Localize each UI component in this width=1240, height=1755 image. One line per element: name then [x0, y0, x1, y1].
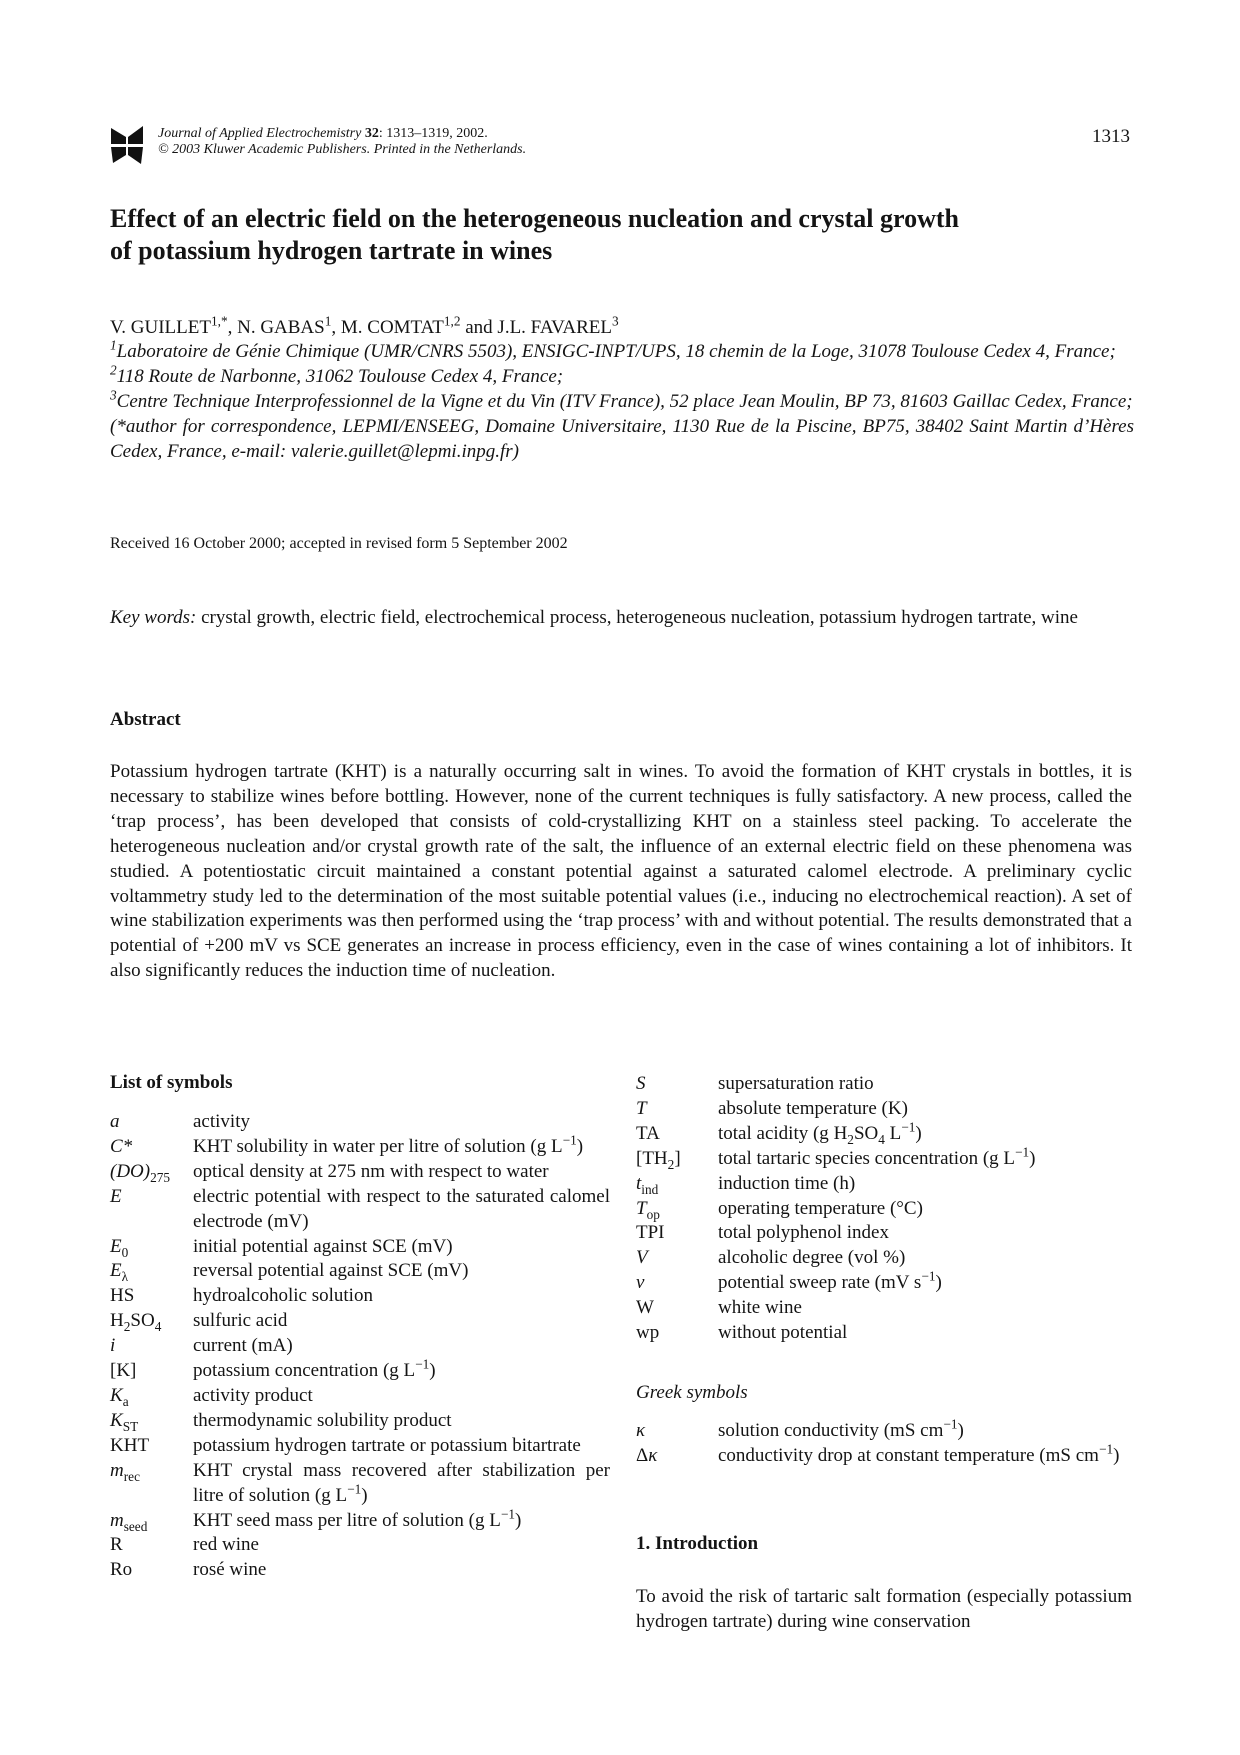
journal-citation	[158, 126, 488, 142]
symbol-row	[636, 1271, 1132, 1296]
symbol: $t_{ind}$	[636, 1172, 659, 1197]
symbol: $E_\lambda$	[110, 1260, 129, 1285]
symbol-definition: without potential	[718, 1322, 848, 1344]
affiliation-mark: 3	[110, 387, 117, 403]
symbol-row	[110, 1384, 610, 1409]
author-name: , N. GABAS	[227, 317, 325, 338]
symbol-row	[636, 1221, 1132, 1246]
symbol-definition: sulfuric acid	[193, 1310, 288, 1332]
copyright-line: © 2003 Kluwer Academic Publishers. Printed in the Netherlands.	[158, 142, 527, 157]
symbol: E	[110, 1185, 122, 1207]
affiliations	[110, 339, 1134, 464]
symbol: a	[110, 1111, 120, 1132]
symbol-definition: KHT crystal mass recovered after stabilization per litre of solution (g $L^{-1}$)	[193, 1459, 610, 1506]
symbol-row	[636, 1172, 1132, 1197]
greek-symbols-heading: Greek symbols	[636, 1382, 748, 1403]
affiliation-mark: 1	[110, 337, 117, 353]
author-name: , M. COMTAT	[331, 317, 444, 338]
keywords	[110, 605, 1132, 630]
greek-symbols-table	[636, 1416, 1132, 1469]
symbol-row	[636, 1097, 1132, 1122]
author-name: V. GUILLET	[110, 317, 211, 338]
author-affiliation-mark: 1,2	[443, 313, 461, 329]
symbol-row	[110, 1135, 610, 1160]
symbol-definition: white wine	[718, 1297, 802, 1319]
symbol-definition: KHT solubility in water per litre of solution (g $L^{-1}$)	[193, 1132, 584, 1157]
symbol-row	[110, 1434, 610, 1459]
symbol-definition: total tartaric species concentration (g $L^{-1}$)	[718, 1144, 1036, 1169]
symbol: $[TH_2]$	[636, 1147, 681, 1172]
affiliation-text: (*author for correspondence, LEPMI/ENSEEG, Domaine Universitaire, 1130 Rue de la Piscine, BP75, 38402 Saint Martin d’Hères Cedex, France, e-mail: valerie.guillet@lepmi.inpg.fr)	[110, 416, 1134, 462]
symbol-row	[636, 1444, 1132, 1469]
symbol: R	[110, 1534, 123, 1556]
symbol: $T_{op}$	[636, 1197, 660, 1222]
symbol-row	[110, 1284, 610, 1309]
symbol: wp	[636, 1322, 660, 1344]
title-line-1: Effect of an electric field on the heterogeneous nucleation and crystal growth	[110, 204, 959, 233]
symbol-row	[110, 1459, 610, 1509]
symbol: $H_2SO_4$	[110, 1310, 162, 1335]
symbol-row	[636, 1419, 1132, 1444]
journal-volume: 32	[364, 126, 379, 141]
introduction-text: To avoid the risk of tartaric salt formation (especially potassium hydrogen tartrate) during wine conservation	[636, 1586, 1132, 1632]
symbol-definition: potential sweep rate (mV $s^{-1}$)	[718, 1268, 942, 1294]
symbol-row	[110, 1509, 610, 1534]
symbol: $E_0$	[110, 1235, 129, 1260]
symbol-definition: total acidity (g $H_2SO_4$ $L^{-1}$)	[718, 1119, 922, 1147]
page-number: 1313	[1092, 126, 1130, 147]
symbol-definition: hydroalcoholic solution	[193, 1285, 373, 1307]
affiliation-text: Laboratoire de Génie Chimique (UMR/CNRS 5503), ENSIGC-INPT/UPS, 18 chemin de la Loge, 31078 Toulouse Cedex 4, France;	[116, 341, 1116, 362]
symbol: v	[636, 1272, 645, 1294]
symbol: TPI	[636, 1222, 665, 1244]
symbol: κ	[636, 1420, 646, 1441]
symbol-definition: activity	[193, 1111, 250, 1132]
symbol-definition: operating temperature (°C)	[718, 1197, 923, 1219]
symbol-definition: conductivity drop at constant temperature (mS $cm^{-1}$)	[718, 1441, 1120, 1466]
symbol-row	[636, 1321, 1132, 1346]
symbol: $m_{rec}$	[110, 1459, 140, 1484]
symbol-definition: absolute temperature (K)	[718, 1097, 908, 1119]
symbol: $K_{ST}$	[110, 1409, 139, 1434]
symbol-row	[110, 1110, 610, 1135]
symbol-definition: optical density at 275 nm with respect to water	[193, 1160, 549, 1182]
article-title	[110, 203, 1090, 267]
symbol-definition: reversal potential against SCE (mV)	[193, 1260, 469, 1282]
affiliation-text: 118 Route de Narbonne, 31062 Toulouse Cedex 4, France;	[116, 366, 564, 387]
symbol: $m_{seed}$	[110, 1509, 148, 1534]
affiliation	[110, 389, 1134, 414]
symbol-definition: potassium hydrogen tartrate or potassium bitartrate	[193, 1434, 581, 1456]
symbol-definition: solution conductivity (mS $cm^{-1}$)	[718, 1416, 964, 1441]
symbol-row	[110, 1558, 610, 1583]
symbol: $(DO)_{275}$	[110, 1160, 171, 1185]
symbol-definition: rosé wine	[193, 1559, 267, 1581]
symbol: Δκ	[636, 1444, 658, 1466]
title-line-2: of potassium hydrogen tartrate in wines	[110, 236, 553, 265]
symbol-definition: induction time (h)	[718, 1172, 856, 1194]
symbol-definition: thermodynamic solubility product	[193, 1409, 452, 1431]
symbols-table-right	[636, 1072, 1132, 1346]
symbol-row	[110, 1309, 610, 1334]
symbol-row	[110, 1259, 610, 1284]
publisher-logo-icon	[110, 125, 144, 165]
symbol-row	[110, 1409, 610, 1434]
symbols-heading: List of symbols	[110, 1072, 233, 1093]
symbol-row	[110, 1160, 610, 1185]
symbol-row	[110, 1185, 610, 1235]
symbol-row	[110, 1334, 610, 1359]
affiliation	[110, 364, 1134, 389]
keywords-text: crystal growth, electric field, electrochemical process, heterogeneous nucleation, potassium hydrogen tartrate, wine	[196, 607, 1078, 628]
symbol-row	[636, 1296, 1132, 1321]
author-affiliation-mark: 1	[324, 313, 332, 329]
affiliation-text: Centre Technique Interprofessionnel de la Vigne et du Vin (ITV France), 52 place Jean Moulin, BP 73, 81603 Gaillac Cedex, France;	[116, 391, 1133, 412]
symbol: S	[636, 1073, 646, 1094]
symbol-row	[110, 1359, 610, 1384]
symbol-definition: potassium concentration (g $L^{-1}$)	[193, 1356, 436, 1382]
author-affiliation-mark: 3	[612, 313, 619, 329]
symbol: KHT	[110, 1434, 150, 1456]
symbol-definition: electric potential with respect to the saturated calomel electrode (mV)	[193, 1185, 610, 1232]
symbol-row	[636, 1122, 1132, 1147]
symbol-row	[636, 1197, 1132, 1222]
symbol: [K]	[110, 1360, 137, 1382]
author-affiliation-mark: 1,*	[210, 313, 228, 329]
symbol: i	[110, 1335, 116, 1357]
symbol-definition: red wine	[193, 1534, 259, 1556]
author-list	[110, 315, 1130, 340]
keywords-label: Key words:	[110, 607, 197, 628]
affiliation	[110, 339, 1134, 364]
symbol-row	[636, 1246, 1132, 1271]
author-name: and J.L. FAVAREL	[460, 317, 612, 338]
symbol: HS	[110, 1285, 135, 1307]
affiliation-mark: 2	[110, 362, 117, 378]
symbol-row	[636, 1072, 1132, 1097]
symbol-definition: activity product	[193, 1384, 313, 1406]
journal-name: Journal of Applied Electrochemistry	[158, 126, 362, 141]
symbol-row	[110, 1533, 610, 1558]
symbol: C*	[110, 1135, 133, 1157]
symbol-definition: initial potential against SCE (mV)	[193, 1235, 453, 1257]
symbol: T	[636, 1097, 647, 1119]
symbol: TA	[636, 1122, 660, 1144]
symbol-definition: supersaturation ratio	[718, 1073, 874, 1094]
symbol-row	[110, 1235, 610, 1260]
symbol: $K_a$	[110, 1384, 129, 1409]
section-heading-introduction: 1. Introduction	[636, 1533, 759, 1554]
symbol-row	[636, 1147, 1132, 1172]
symbol: V	[636, 1247, 648, 1269]
symbols-table-left	[110, 1110, 610, 1583]
symbol-definition: current (mA)	[193, 1335, 293, 1357]
correspondence-note	[110, 414, 1134, 464]
abstract-text: Potassium hydrogen tartrate (KHT) is a naturally occurring salt in wines. To avoid the formation of KHT crystals in bottles, it is necessary to stabilize wines before bottling. However, none of the current techniques is fully satisfactory. A new process, called the ‘trap process’, has been developed that consists of cold-crystallizing KHT on a stainless steel packing. To accelerate the heterogeneous nucleation and/or crystal growth rate of the salt, the influence of an external electric field on these phenomena was studied. A potentiostatic circuit maintained a constant potential against a saturated calomel electrode. A preliminary cyclic voltammetry study led to the determination of the most suitable potential values (i.e., inducing no electrochemical reaction). A set of wine stabilization experiments was then performed using the ‘trap process’ with and without potential. The results demonstrated that a potential of +200 mV vs SCE generates an increase in process efficiency, even in the case of wines containing a lot of inhibitors. It also significantly reduces the induction time of nucleation.	[110, 761, 1132, 982]
journal-pages: : 1313–1319, 2002.	[378, 126, 488, 141]
received-dates: Received 16 October 2000; accepted in revised form 5 September 2002	[110, 535, 568, 552]
symbol: Ro	[110, 1559, 133, 1581]
abstract-heading: Abstract	[110, 709, 181, 730]
symbol-definition: alcoholic degree (vol %)	[718, 1247, 906, 1269]
symbol-definition: KHT seed mass per litre of solution (g $L^{-1}$)	[193, 1506, 522, 1531]
journal-header	[110, 122, 1130, 170]
symbol: W	[636, 1297, 654, 1319]
symbol-definition: total polyphenol index	[718, 1222, 889, 1244]
